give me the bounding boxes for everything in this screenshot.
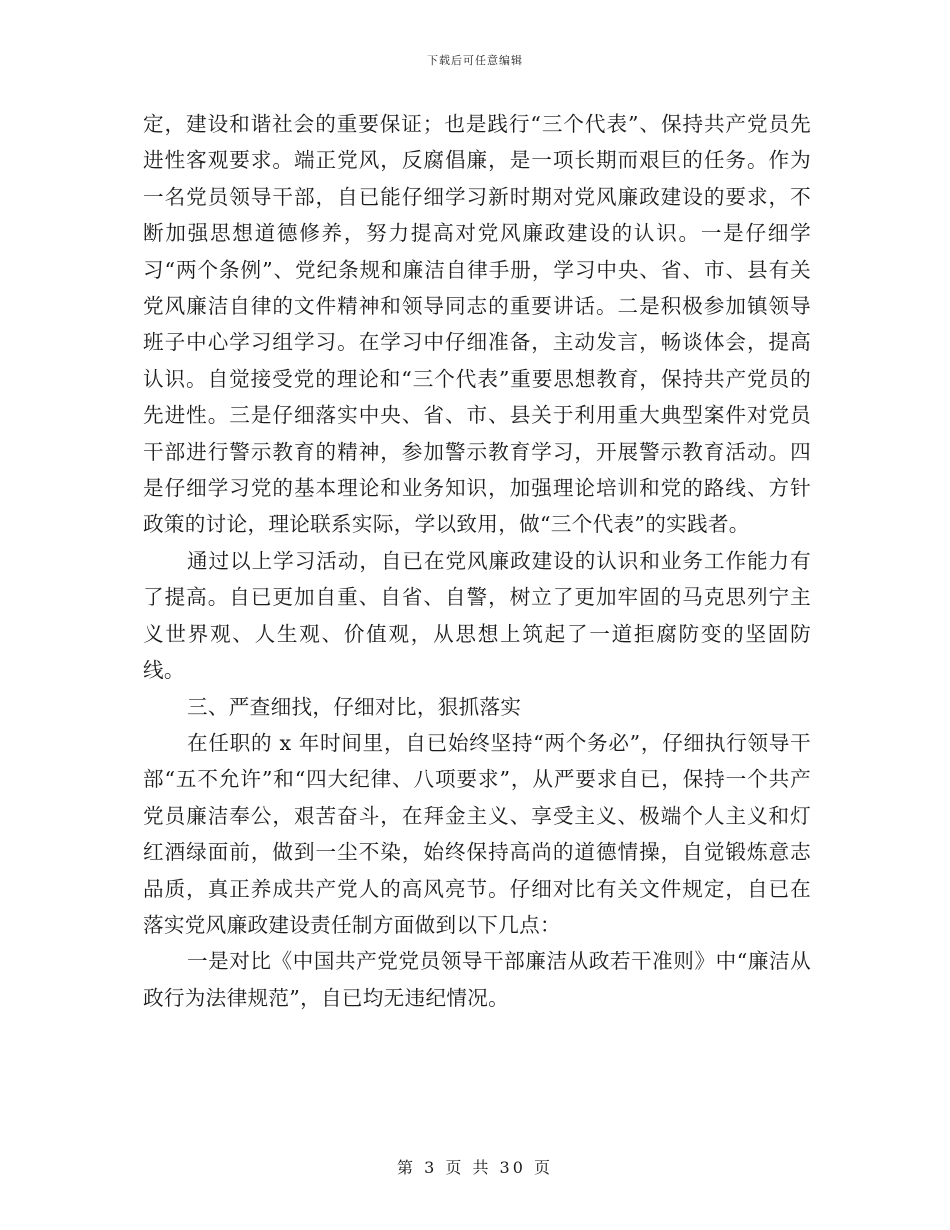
- paragraph-4: 一是对比《中国共产党党员领导干部廉洁从政若干准则》中“廉洁从政行为法律规范”，自已均无违纪情况。: [143, 949, 811, 1010]
- paragraph-2: 通过以上学习活动，自已在党风廉政建设的认识和业务工作能力有了提高。自已更加自重、自省、自警，树立了更加牢固的马克思列宁主义世界观、人生观、价值观，从思想上筑起了一道拒腐防变的坚固防线。: [143, 548, 811, 683]
- paragraph-3: 在任职的 x 年时间里，自已始终坚持“两个务必”，仔细执行领导干部“五不允许”和“四大纪律、八项要求”，从严要求自已，保持一个共产党员廉洁奉公，艰苦奋斗，在拜金主义、享受主义、极端个人主义和灯红酒绿面前，做到一尘不染，始终保持高尚的道德情操，自觉锻炼意志品质，真正养成共产党人的高风亮节。仔细对比有关文件规定，自已在落实党风廉政建设责任制方面做到以下几点：: [143, 730, 811, 937]
- document-body: [143, 106, 811, 1016]
- section-heading: 三、严查细找，仔细对比，狠抓落实: [187, 694, 522, 719]
- page-header: 下载后可任意编辑: [427, 54, 523, 67]
- paragraph-1: 定，建设和谐社会的重要保证；也是践行“三个代表”、保持共产党员先进性客观要求。端正党风，反腐倡廉，是一项长期而艰巨的任务。作为一名党员领导干部，自已能仔细学习新时期对党风廉政建设的要求，不断加强思想道德修养，努力提高对党风廉政建设的认识。一是仔细学习“两个条例”、党纪条规和廉洁自律手册，学习中央、省、市、县有关党风廉洁自律的文件精神和领导同志的重要讲话。二是积极参加镇领导班子中心学习组学习。在学习中仔细准备，主动发言，畅谈体会，提高认识。自觉接受党的理论和“三个代表”重要思想教育，保持共产党员的先进性。三是仔细落实中央、省、市、县关于利用重大典型案件对党员干部进行警示教育的精神，参加警示教育学习，开展警示教育活动。四是仔细学习党的基本理论和业务知识，加强理论培训和党的路线、方针政策的讨论，理论联系实际，学以致用，做“三个代表”的实践者。: [143, 112, 811, 537]
- page-number-footer: 第 3 页 共 30 页: [397, 1158, 553, 1177]
